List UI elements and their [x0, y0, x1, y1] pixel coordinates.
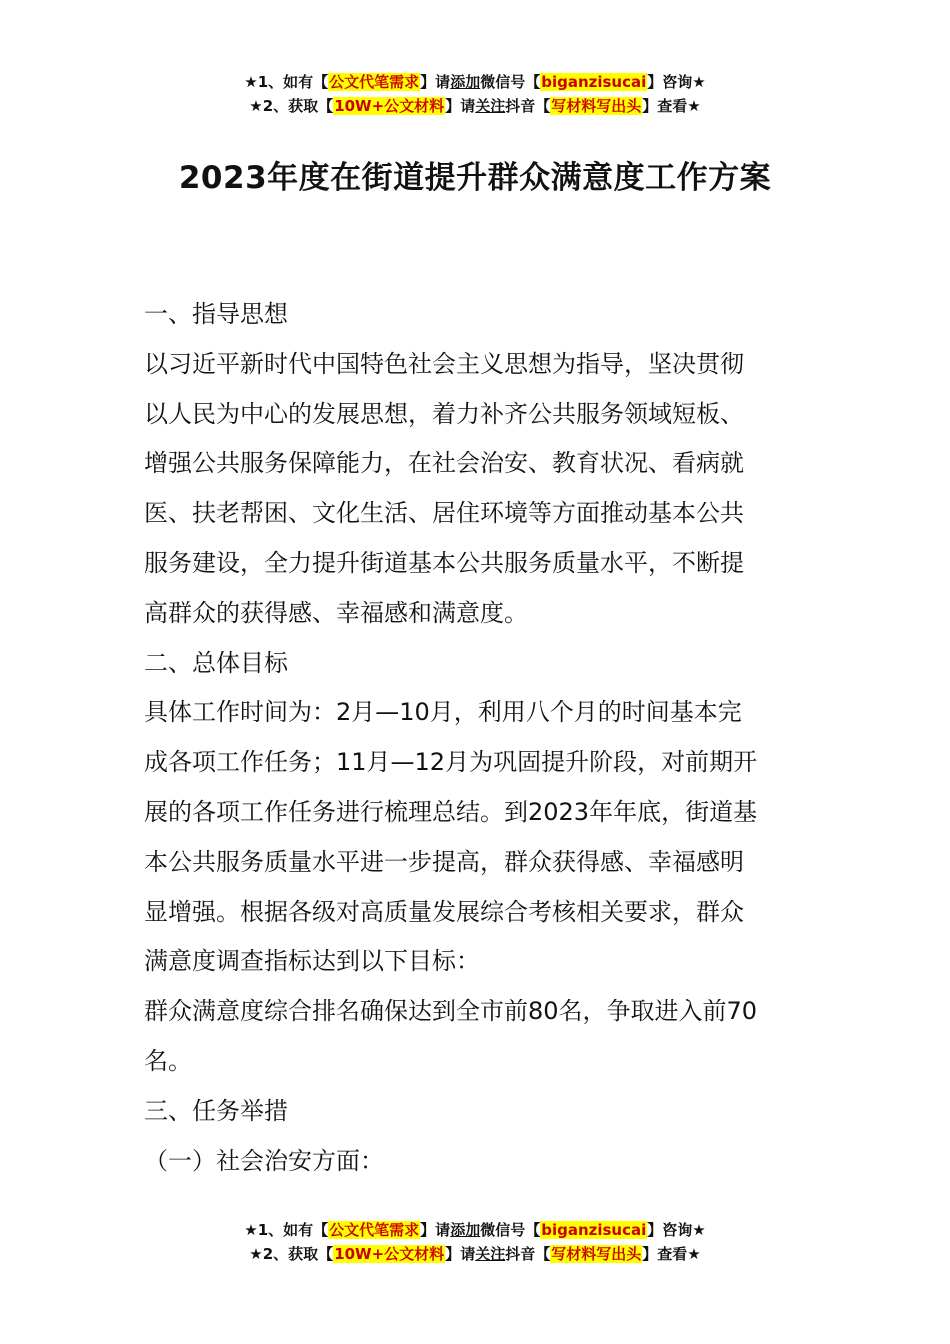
banner-underlined-text: 添加 — [450, 1221, 481, 1239]
body-line: 服务建设，全力提升街道基本公共服务质量水平，不断提 — [144, 548, 744, 577]
body-line: 本公共服务质量水平进一步提高，群众获得感、幸福感明 — [144, 847, 744, 876]
banner-text: 】请 — [445, 1245, 476, 1263]
banner-text: ★2、获取【 — [249, 97, 334, 115]
banner-text: ★1、如有【 — [244, 1221, 329, 1239]
banner-highlight: biganzisucai — [541, 73, 647, 91]
banner-highlight: biganzisucai — [541, 1221, 647, 1239]
footer-banner — [0, 1218, 950, 1266]
body-line: 成各项工作任务；11月—12月为巩固提升阶段，对前期开 — [144, 748, 758, 777]
body-line: 展的各项工作任务进行梳理总结。到2023年年底，街道基 — [144, 797, 758, 826]
banner-line-2 — [0, 94, 950, 118]
body-line: 名。 — [144, 1046, 192, 1075]
banner-text: 】咨询★ — [647, 1221, 706, 1239]
body-line: 增强公共服务保障能力，在社会治安、教育状况、看病就 — [144, 449, 744, 478]
banner-text: 】查看★ — [642, 97, 701, 115]
section-heading: 二、总体目标 — [144, 648, 288, 677]
banner-text: 微信号【 — [480, 1221, 541, 1239]
banner-highlight: 写材料写出头 — [551, 97, 642, 115]
body-line: 显增强。根据各级对高质量发展综合考核相关要求，群众 — [144, 897, 744, 926]
body-line: 满意度调查指标达到以下目标： — [144, 947, 480, 976]
banner-text: 抖音【 — [505, 1245, 551, 1263]
banner-text: 】请 — [420, 73, 451, 91]
document-body — [144, 290, 814, 1186]
banner-text: ★2、获取【 — [249, 1245, 334, 1263]
body-line: 群众满意度综合排名确保达到全市前80名，争取进入前70 — [144, 997, 758, 1026]
banner-text: 】请 — [445, 97, 476, 115]
banner-highlight: 公文代笔需求 — [329, 73, 420, 91]
body-line: 具体工作时间为：2月—10月，利用八个月的时间基本完 — [144, 698, 742, 727]
document-title: 2023年度在街道提升群众满意度工作方案 — [178, 160, 772, 196]
banner-line-2 — [0, 1242, 950, 1266]
banner-highlight: 写材料写出头 — [551, 1245, 642, 1263]
banner-text: 抖音【 — [505, 97, 551, 115]
body-line: 以习近平新时代中国特色社会主义思想为指导，坚决贯彻 — [144, 349, 744, 378]
banner-underlined-text: 关注 — [475, 97, 506, 115]
banner-highlight: 10W+公文材料 — [334, 1245, 445, 1263]
banner-text: 】查看★ — [642, 1245, 701, 1263]
banner-underlined-text: 添加 — [450, 73, 481, 91]
body-line: 以人民为中心的发展思想，着力补齐公共服务领域短板、 — [144, 399, 744, 428]
banner-underlined-text: 关注 — [475, 1245, 506, 1263]
banner-text: 微信号【 — [480, 73, 541, 91]
body-line: 高群众的获得感、幸福感和满意度。 — [144, 598, 528, 627]
subsection-heading: （一）社会治安方面： — [144, 1146, 384, 1175]
banner-text: ★1、如有【 — [244, 73, 329, 91]
banner-line-1 — [0, 1218, 950, 1242]
section-heading: 一、指导思想 — [144, 300, 288, 328]
body-line: 医、扶老帮困、文化生活、居住环境等方面推动基本公共 — [144, 499, 744, 528]
banner-highlight: 公文代笔需求 — [329, 1221, 420, 1239]
banner-text: 】咨询★ — [647, 73, 706, 91]
header-banner — [0, 70, 950, 118]
section-heading: 三、任务举措 — [144, 1096, 288, 1125]
banner-line-1 — [0, 70, 950, 94]
banner-highlight: 10W+公文材料 — [334, 97, 445, 115]
banner-text: 】请 — [420, 1221, 451, 1239]
